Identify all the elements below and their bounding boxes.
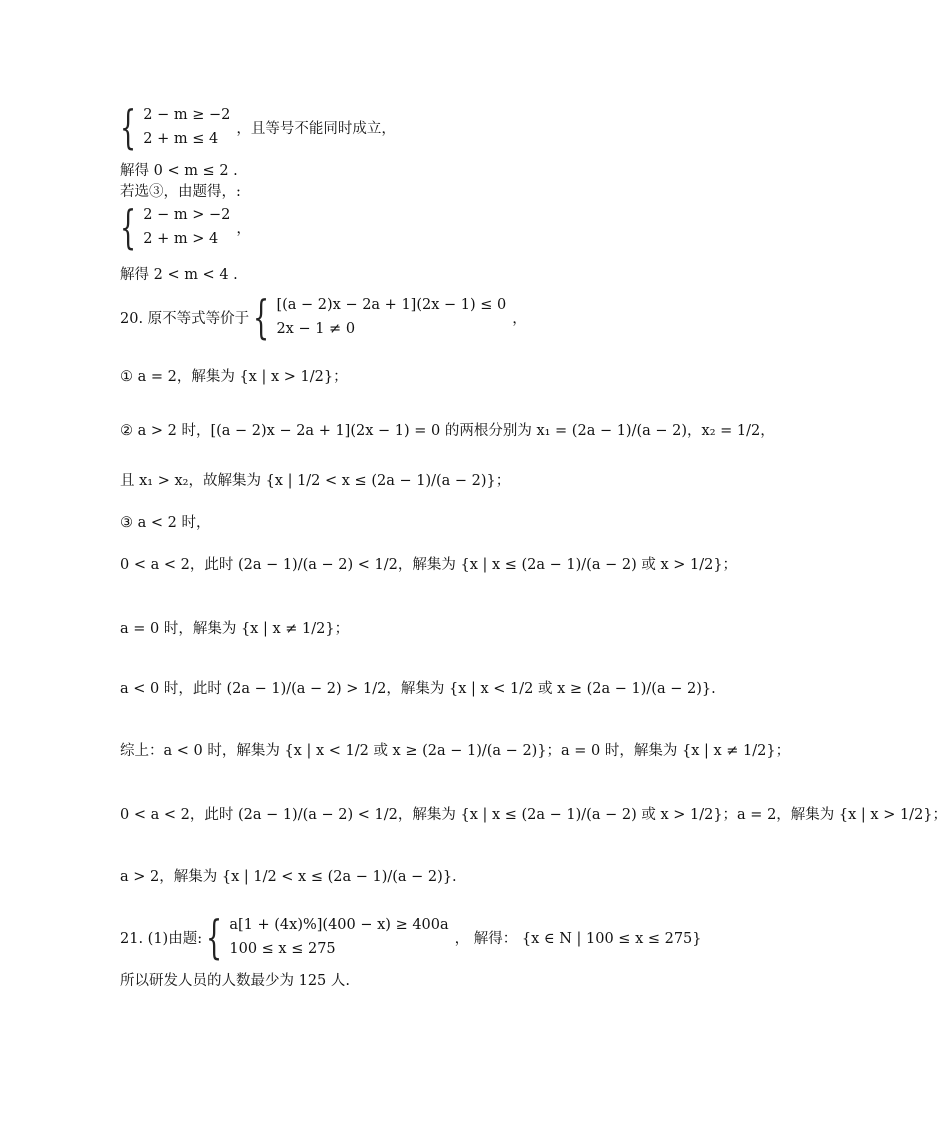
case-2: ② a > 2 时，[(a − 2)x − 2a + 1](2x − 1) = 0 的两根分别为 x₁ = (2a − 1)/(a − 2)，x₂ = 1/2，: [120, 423, 775, 439]
system-row: a[1 + (4x)%](400 − x) ≥ 400a: [229, 917, 449, 933]
left-brace: {: [253, 290, 270, 344]
left-brace: {: [120, 200, 137, 254]
system-row: 2x − 1 ≠ 0: [276, 321, 356, 337]
choice-line: 若选③，由题得，:: [120, 184, 241, 200]
inequality-system-2: [120, 200, 251, 254]
case-3b: a = 0 时，解集为 {x | x ≠ 1/2}；: [120, 621, 350, 637]
summary-line-2: 0 < a < 2，此时 (2a − 1)/(a − 2) < 1/2，解集为 {x | x ≤ (2a − 1)/(a − 2) 或 x > 1/2}；a = 2，解集为 {x | x > 1/2}；: [120, 807, 947, 823]
summary-line-1: 综上：a < 0 时，解集为 {x | x < 1/2 或 x ≥ (2a − 1)/(a − 2)}；a = 0 时，解集为 {x | x ≠ 1/2}；: [120, 743, 791, 759]
question-21-system: [120, 910, 702, 964]
system-note: ，: [512, 310, 527, 327]
inequality-system-1: [120, 100, 396, 154]
solution-line: 解得 0 < m ≤ 2 .: [120, 163, 238, 179]
question-20-label: 20. 原不等式等价于: [120, 310, 250, 327]
question-20-system: [120, 290, 527, 344]
left-brace: {: [206, 910, 223, 964]
case-3c: a < 0 时，此时 (2a − 1)/(a − 2) > 1/2，解集为 {x | x < 1/2 或 x ≥ (2a − 1)/(a − 2)}.: [120, 681, 716, 697]
system-row: 2 − m > −2: [143, 207, 231, 223]
system-note: ，且等号不能同时成立，: [236, 120, 396, 137]
case-1: ① a = 2，解集为 {x | x > 1/2}；: [120, 369, 348, 385]
question-21-label: 21. (1)由题:: [120, 930, 203, 947]
solution-line: 解得 2 < m < 4 .: [120, 267, 238, 283]
system-note: ， 解得： {x ∈ N | 100 ≤ x ≤ 275}: [454, 930, 702, 947]
case-3a: 0 < a < 2，此时 (2a − 1)/(a − 2) < 1/2，解集为 {x | x ≤ (2a − 1)/(a − 2) 或 x > 1/2}；: [120, 557, 738, 573]
system-row: 2 + m > 4: [143, 231, 219, 247]
final-answer: 所以研发人员的人数最少为 125 人.: [120, 973, 351, 989]
left-brace: {: [120, 100, 137, 154]
summary-line-3: a > 2，解集为 {x | 1/2 < x ≤ (2a − 1)/(a − 2)}.: [120, 869, 457, 885]
system-row: [(a − 2)x − 2a + 1](2x − 1) ≤ 0: [276, 297, 507, 313]
system-row: 100 ≤ x ≤ 275: [229, 941, 336, 957]
system-row: 2 − m ≥ −2: [143, 107, 231, 123]
case-2-solution: 且 x₁ > x₂，故解集为 {x | 1/2 < x ≤ (2a − 1)/(a − 2)}；: [120, 473, 511, 489]
case-3: ③ a < 2 时，: [120, 515, 211, 531]
system-row: 2 + m ≤ 4: [143, 131, 219, 147]
system-note: ，: [236, 220, 251, 237]
